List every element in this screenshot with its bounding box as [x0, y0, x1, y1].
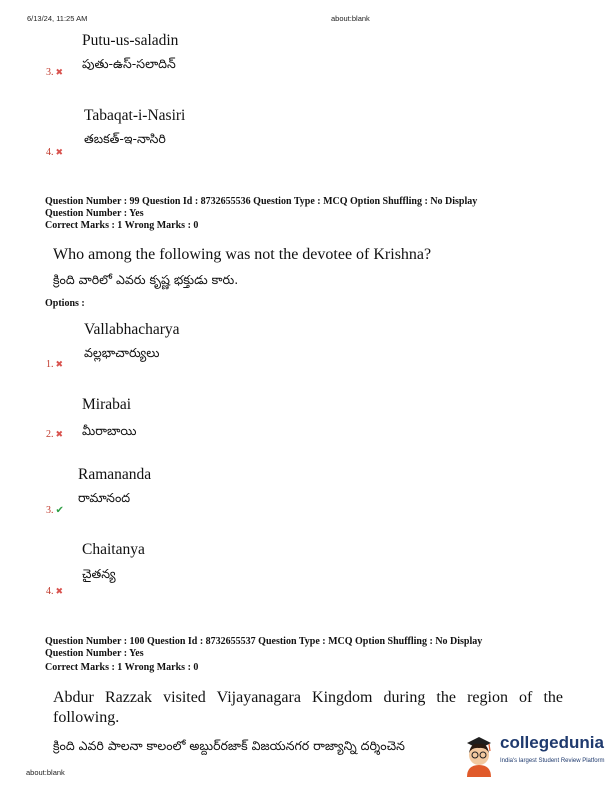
prev-option-3-en: Putu-us-saladin	[82, 32, 179, 49]
wrong-icon: ✖	[55, 587, 64, 597]
q99-option-3-te: రామానంద	[78, 490, 131, 505]
q99-option-2-te: మీరాబాయి	[82, 423, 137, 438]
wrong-icon: ✖	[55, 68, 64, 78]
wrong-icon: ✖	[55, 360, 64, 370]
q99-option-1-en: Vallabhacharya	[84, 321, 180, 338]
prev-option-3-number: 3. ✖	[46, 67, 64, 78]
q99-options-label: Options :	[45, 298, 85, 309]
mascot-icon	[459, 733, 499, 777]
brand-name: collegedunia	[500, 733, 604, 752]
collegedunia-logo	[459, 733, 609, 777]
q100-question-te: క్రింది ఎవరి పాలనా కాలంలో అబ్దుర్‌రజాక్ విజయనగర రాజ్యాన్ని దర్శించెన	[53, 738, 405, 753]
q99-option-4-number: 4. ✖	[46, 586, 64, 597]
q99-meta-line2: Question Number : Yes	[45, 208, 144, 219]
footer-url: about:blank	[26, 768, 65, 777]
q99-option-4-te: చైతన్య	[82, 566, 116, 581]
q100-question-en: Abdur Razzak visited Vijayanagara Kingdom during the region of the following.	[53, 689, 563, 726]
q99-question-en: Who among the following was not the devotee of Krishna?	[53, 246, 432, 263]
print-datetime: 6/13/24, 11:25 AM	[27, 14, 88, 23]
q100-meta-line3: Correct Marks : 1 Wrong Marks : 0	[45, 662, 199, 673]
q99-meta-line1: Question Number : 99 Question Id : 8732655536 Question Type : MCQ Option Shuffling : No Display	[45, 196, 478, 207]
wrong-icon: ✖	[55, 148, 64, 158]
q99-option-3-en: Ramananda	[78, 466, 152, 483]
prev-option-4-te: తబకత్-ఇ-నాసిరి	[84, 131, 166, 146]
print-url: about:blank	[331, 14, 370, 23]
q99-question-te: క్రింది వారిలో ఎవరు కృష్ణ భక్తుడు కారు.	[53, 272, 239, 287]
brand-tagline: India's largest Student Review Platform	[500, 758, 605, 764]
q99-option-4-en: Chaitanya	[82, 541, 145, 558]
q99-option-1-te: వల్లభాచార్యులు	[84, 345, 160, 360]
wrong-icon: ✖	[55, 430, 64, 440]
q99-option-2-en: Mirabai	[82, 396, 132, 413]
prev-option-4-number: 4. ✖	[46, 147, 64, 158]
q99-meta-line3: Correct Marks : 1 Wrong Marks : 0	[45, 220, 199, 231]
q100-meta-line2: Question Number : Yes	[45, 648, 144, 659]
q99-option-2-number: 2. ✖	[46, 429, 64, 440]
prev-option-3-te: పుతు-ఉస్-సలాదిన్	[82, 56, 176, 71]
q99-option-3-number: 3. ✔	[46, 505, 64, 516]
prev-option-4-en: Tabaqat-i-Nasiri	[84, 107, 186, 124]
q100-meta-line1: Question Number : 100 Question Id : 8732655537 Question Type : MCQ Option Shuffling : No Display	[45, 636, 483, 647]
q99-option-1-number: 1. ✖	[46, 359, 64, 370]
correct-check-icon: ✔	[55, 505, 64, 516]
